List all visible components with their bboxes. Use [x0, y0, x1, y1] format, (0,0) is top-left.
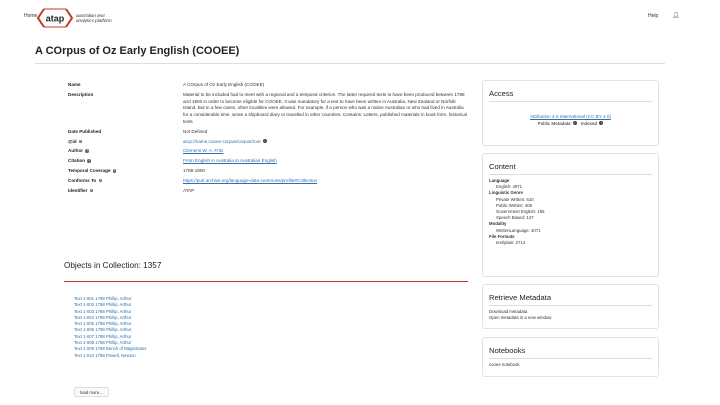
info-icon[interactable]: i — [88, 158, 90, 163]
meta-val-id[interactable]: arcp://name,cooee-corpus/corpus/root — [183, 138, 261, 144]
info-icon[interactable]: i — [99, 177, 101, 182]
access-card — [482, 80, 659, 146]
meta-row-identifier — [68, 188, 470, 195]
logo-badge — [36, 7, 74, 29]
list-item[interactable]: Text 1-007 1788 Phillip, Arthur — [74, 333, 132, 339]
language-item: English: 4071 — [496, 184, 523, 190]
atap-logo[interactable] — [36, 5, 112, 31]
list-item[interactable]: Text 1-006 1788 Phillip, Arthur — [74, 327, 132, 333]
meta-row-author — [68, 148, 470, 155]
format-item: text/plain: 2714 — [496, 240, 526, 246]
content-title: Content — [489, 162, 516, 171]
genre-item: Private Written: 610 — [496, 196, 534, 202]
meta-key-citation: Citation — [68, 158, 86, 164]
list-item[interactable]: Text 1-008 1788 Phillip, Arthur — [74, 340, 132, 346]
content-divider — [489, 174, 652, 175]
retrieve-metadata-card — [482, 284, 659, 329]
meta-row-temporal — [68, 168, 470, 175]
meta-val-identifier: ATAP — [183, 187, 195, 193]
genre-label: Linguistic Genre — [489, 190, 523, 196]
retrieve-divider — [489, 305, 652, 306]
meta-key-author: Author — [68, 148, 84, 154]
meta-row-name — [68, 82, 470, 89]
indexed-label: Indexed — [580, 120, 598, 126]
info-icon[interactable]: i — [80, 138, 82, 143]
meta-key-name: Name — [68, 82, 81, 87]
meta-row-id — [68, 139, 470, 146]
notebooks-title: Notebooks — [489, 346, 526, 355]
info-icon[interactable]: i — [86, 148, 88, 153]
list-item[interactable]: Text 1-003 1788 Phillip, Arthur — [74, 308, 132, 314]
title-divider — [35, 63, 665, 64]
metadata-table — [68, 82, 470, 197]
meta-val-description: Material to be included had to meet with a regional and a temporal criterion. The latter required texts to have been produced between 1788 and 1900 in order to become eligible for COOEE. It was mandatory for a text to have been written in Australia, New Zealand or Norfolk Island. But in a few cases, other localities were allowed. For example, if a person who was a native Australian or who had lived in Australia for a considerable time, wrote a shipboard diary or travelled in other countries. Contains: Letters, published materials in book form, historical texts — [183, 91, 467, 124]
objects-divider — [64, 281, 468, 282]
list-item[interactable]: Text 1-004 1788 Phillip, Arthur — [74, 314, 132, 320]
meta-val-citation-wrap — [183, 158, 470, 165]
info-icon[interactable]: i — [264, 139, 266, 144]
objects-title: Objects in Collection: 1357 — [64, 261, 162, 270]
logo-line-2: analytics platform — [76, 18, 112, 23]
info-icon[interactable]: i — [114, 167, 116, 172]
public-metadata-label: Public Metadata — [537, 120, 571, 126]
license-link[interactable]: Attribution 4.0 International (CC BY 4.0) — [530, 114, 611, 119]
meta-val-id-wrap — [183, 139, 470, 146]
meta-val-temporal: 1788-1900 — [183, 167, 205, 173]
meta-key-date: Date Published — [68, 128, 102, 134]
load-more-button[interactable]: load more... — [74, 387, 109, 397]
genre-item: Government English: 195 — [496, 209, 545, 215]
list-item[interactable]: Text 1-005 1788 Phillip, Arthur — [74, 321, 132, 327]
list-item[interactable]: Text 1-010 1788 Powell, Newton — [74, 352, 136, 358]
genre-item: Public Written: 405 — [496, 202, 532, 208]
list-item[interactable]: Text 1-009 1788 Bench of Magistrates — [74, 346, 147, 352]
download-metadata-link[interactable]: Download metadata — [489, 309, 528, 314]
access-title: Access — [489, 89, 514, 98]
list-item[interactable]: Text 1-002 1788 Phillip, Arthur — [74, 302, 132, 308]
help-link[interactable]: Help — [648, 13, 659, 19]
meta-key-conforms: Conforms To — [68, 177, 97, 183]
notebooks-card — [482, 337, 659, 377]
meta-key-temporal-wrap — [68, 168, 183, 175]
list-item[interactable]: Text 1-001 1788 Phillip, Arthur — [74, 296, 132, 301]
notebook-link[interactable]: cooee notebook — [489, 362, 520, 367]
home-link[interactable]: Home — [24, 13, 38, 19]
top-navbar — [0, 0, 720, 34]
access-divider — [489, 101, 652, 102]
info-icon[interactable]: i — [91, 187, 92, 192]
meta-row-conforms — [68, 178, 470, 185]
meta-val-conforms-wrap — [183, 178, 470, 185]
objects-list — [74, 296, 146, 359]
page-title: A COrpus of Oz Early English (COOEE) — [35, 45, 240, 57]
author-link[interactable]: Clemens W. A. Fritz — [183, 148, 224, 154]
logo-line-1: australian text — [76, 12, 105, 18]
access-body — [489, 114, 652, 127]
meta-key-description: Description — [68, 91, 94, 97]
meta-row-description — [68, 92, 470, 126]
notebooks-divider — [489, 358, 652, 359]
meta-key-author-wrap — [68, 148, 183, 155]
info-icon[interactable]: i — [574, 121, 576, 126]
conforms-link[interactable]: https://purl.archive.org/language-data-commons/profile#Collection — [183, 177, 318, 183]
meta-key-id-wrap — [68, 139, 183, 146]
meta-key-temporal: Temporal Coverage — [68, 167, 111, 173]
content-card — [482, 153, 659, 277]
info-icon[interactable]: i — [601, 121, 602, 126]
logo-word: atap — [45, 13, 65, 24]
logo-text — [76, 13, 112, 24]
retrieve-title: Retrieve Metadata — [489, 293, 552, 302]
meta-key-identifier: Identifier — [68, 187, 88, 193]
meta-key-identifier-wrap — [68, 188, 183, 195]
meta-row-citation — [68, 158, 470, 165]
formats-label: File Formats — [489, 233, 515, 239]
user-icon[interactable]: 👤︎ — [672, 13, 680, 19]
meta-val-author-wrap — [183, 148, 470, 155]
modality-item: WrittenLanguage: 4071 — [496, 227, 541, 233]
meta-key-citation-wrap — [68, 158, 183, 165]
modality-label: Modality — [489, 221, 507, 227]
meta-row-date — [68, 129, 470, 136]
open-metadata-link[interactable]: Open metadata in a new window — [489, 315, 552, 321]
meta-key-id: @id — [68, 138, 77, 144]
access-flags — [489, 121, 652, 128]
meta-val-date: Not Defined — [183, 128, 208, 134]
citation-link[interactable]: From English in Australia to Australian English — [183, 158, 277, 164]
meta-val-name: A COrpus of Oz Early English (COOEE) — [183, 82, 265, 87]
language-label: Language — [489, 178, 510, 183]
meta-key-conforms-wrap — [68, 178, 183, 185]
genre-item: Speech Based: 147 — [496, 215, 534, 221]
